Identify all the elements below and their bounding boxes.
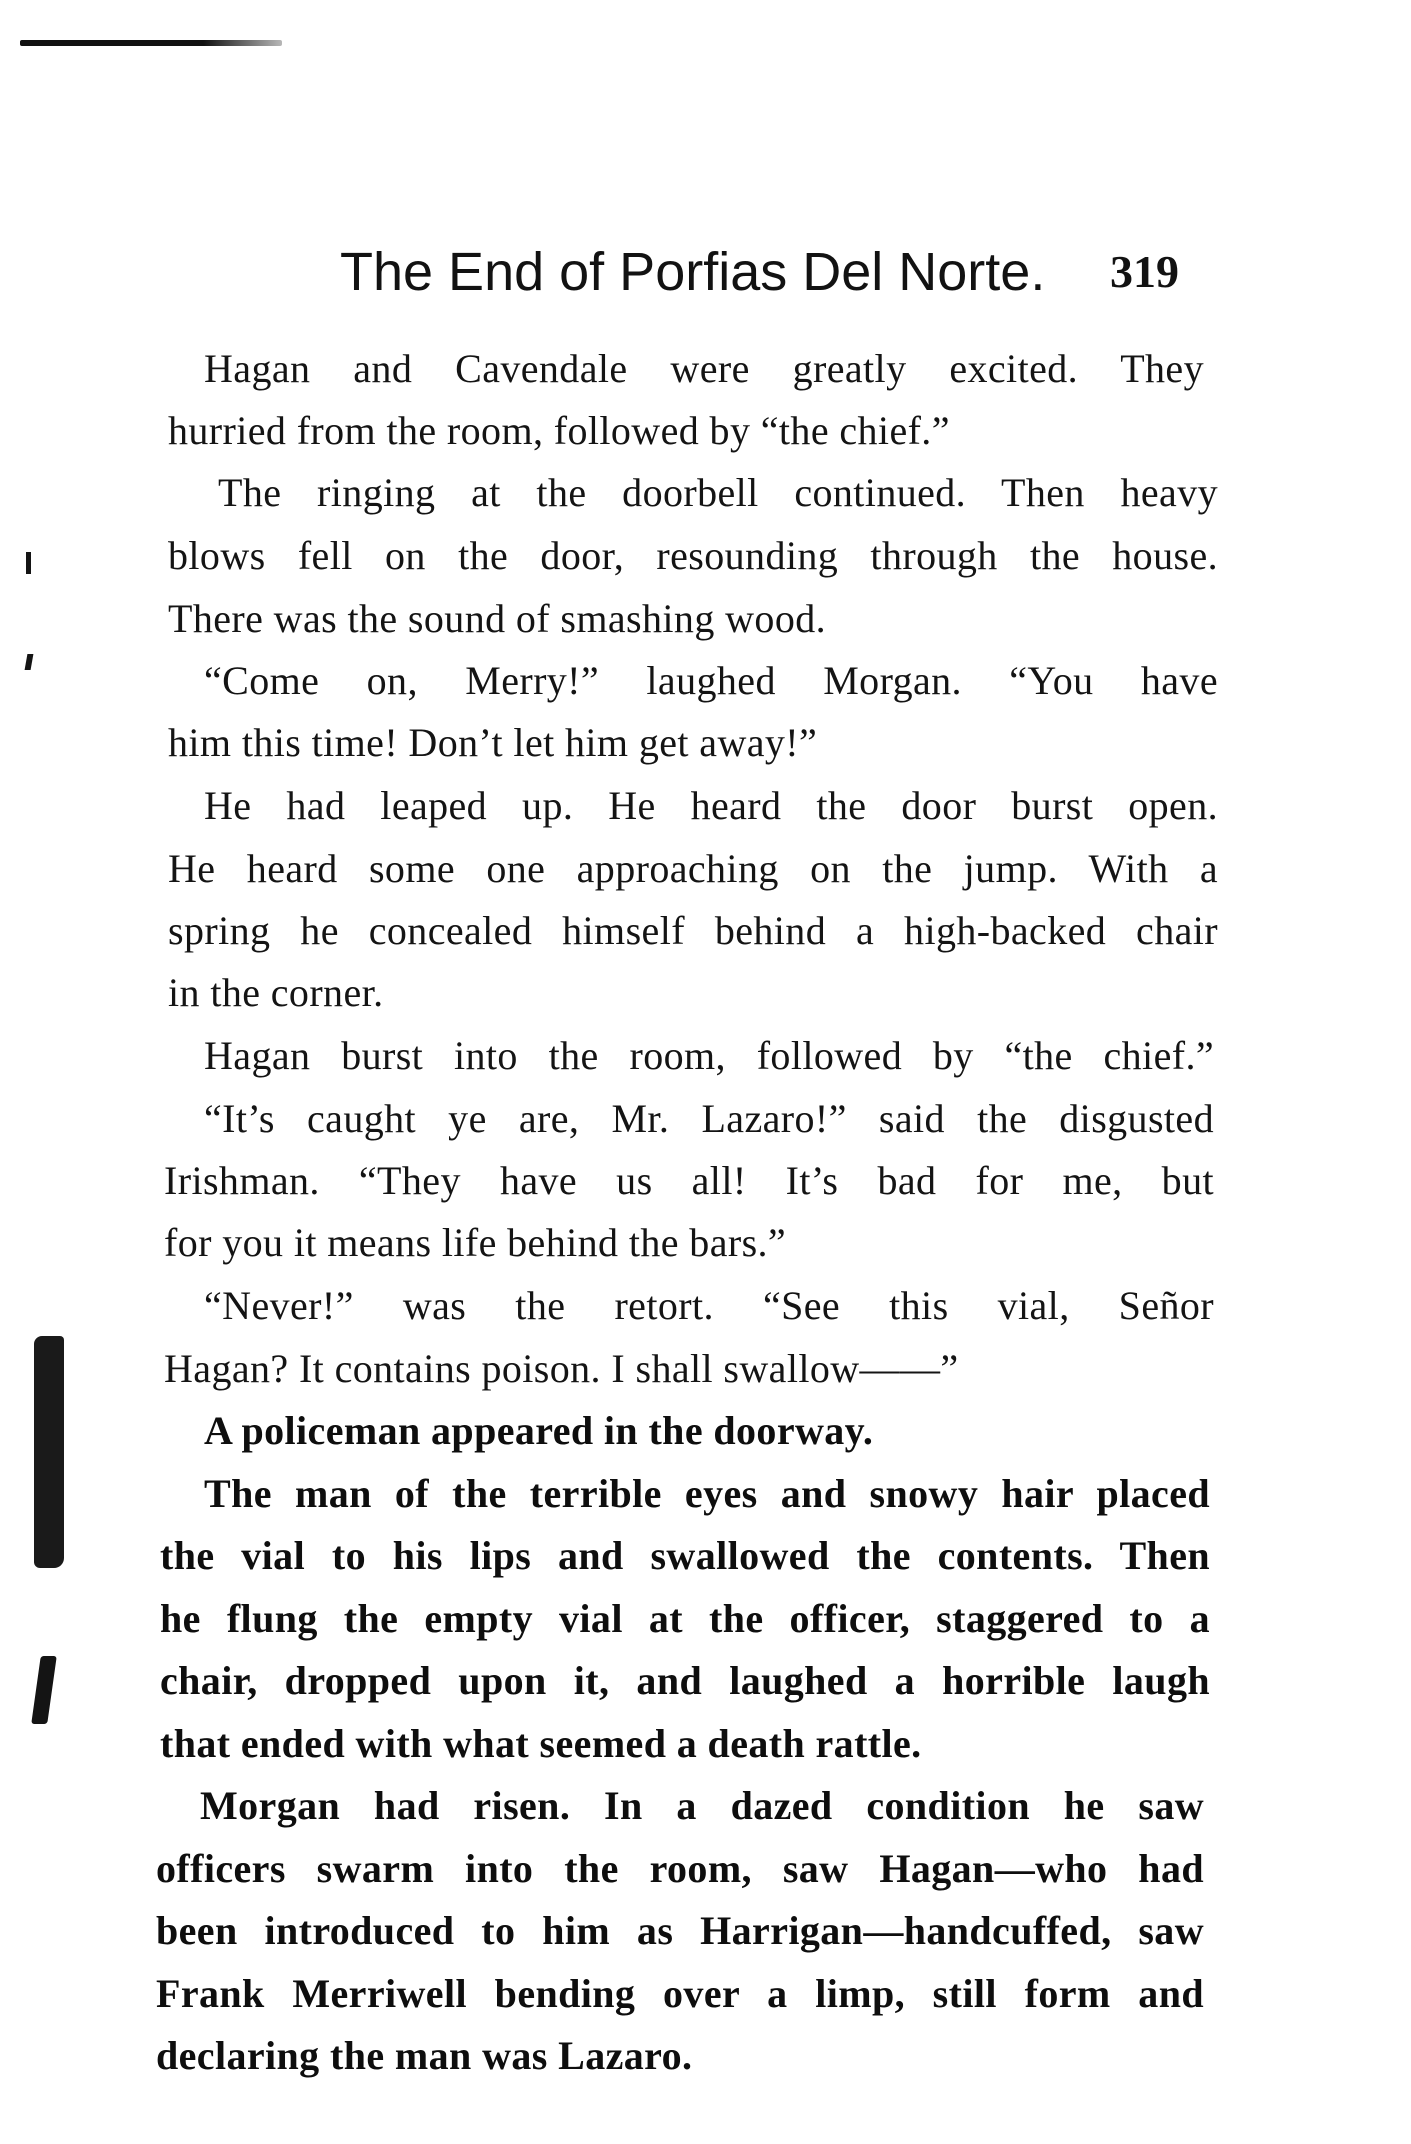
scan-edge-rule bbox=[20, 40, 282, 46]
body-line: Frank Merriwell bending over a limp, still form and bbox=[156, 1971, 1204, 2016]
body-line: “Come on, Merry!” laughed Morgan. “You have bbox=[204, 658, 1218, 703]
body-line: declaring the man was Lazaro. bbox=[156, 2033, 693, 2078]
body-line: officers swarm into the room, saw Hagan—who had bbox=[156, 1846, 1204, 1891]
body-line: hurried from the room, followed by “the chief.” bbox=[168, 408, 950, 453]
body-line: he flung the empty vial at the officer, staggered to a bbox=[160, 1596, 1210, 1641]
body-line: Hagan and Cavendale were greatly excited. They bbox=[204, 346, 1204, 391]
body-line: spring he concealed himself behind a high-backed chair bbox=[168, 908, 1218, 953]
margin-mark-1 bbox=[26, 552, 31, 574]
running-head bbox=[340, 236, 1240, 308]
body-line: chair, dropped upon it, and laughed a horrible laugh bbox=[160, 1658, 1210, 1703]
body-line: Irishman. “They have us all! It’s bad for me, but bbox=[164, 1158, 1214, 1203]
body-line: There was the sound of smashing wood. bbox=[168, 596, 827, 641]
page-number: 319 bbox=[1110, 246, 1179, 297]
body-line: that ended with what seemed a death rattle. bbox=[160, 1721, 922, 1766]
margin-mark-3 bbox=[34, 1336, 64, 1568]
body-line: Morgan had risen. In a dazed condition he saw bbox=[200, 1783, 1204, 1828]
running-title: The End of Porfias Del Norte. bbox=[340, 242, 1046, 302]
body-line: The man of the terrible eyes and snowy hair placed bbox=[204, 1471, 1210, 1516]
body-line: The ringing at the doorbell continued. Then heavy bbox=[218, 470, 1218, 515]
body-line: Hagan burst into the room, followed by “the chief.” bbox=[204, 1033, 1214, 1078]
body-line: Hagan? It contains poison. I shall swallow——” bbox=[164, 1346, 959, 1391]
body-line: He had leaped up. He heard the door burst open. bbox=[204, 783, 1218, 828]
margin-mark-2 bbox=[25, 654, 34, 670]
body-line: “It’s caught ye are, Mr. Lazaro!” said the disgusted bbox=[204, 1096, 1214, 1141]
body-line: “Never!” was the retort. “See this vial, Señor bbox=[204, 1283, 1214, 1328]
margin-mark-4 bbox=[31, 1656, 57, 1724]
body-line: blows fell on the door, resounding through the house. bbox=[168, 533, 1218, 578]
body-line: for you it means life behind the bars.” bbox=[164, 1220, 787, 1265]
body-line: him this time! Don’t let him get away!” bbox=[168, 720, 818, 765]
body-line: A policeman appeared in the doorway. bbox=[204, 1408, 874, 1453]
body-line: in the corner. bbox=[168, 970, 384, 1015]
body-line: the vial to his lips and swallowed the contents. Then bbox=[160, 1533, 1210, 1578]
body-line: been introduced to him as Harrigan—handcuffed, saw bbox=[156, 1908, 1204, 1953]
body-line: He heard some one approaching on the jump. With a bbox=[168, 846, 1218, 891]
